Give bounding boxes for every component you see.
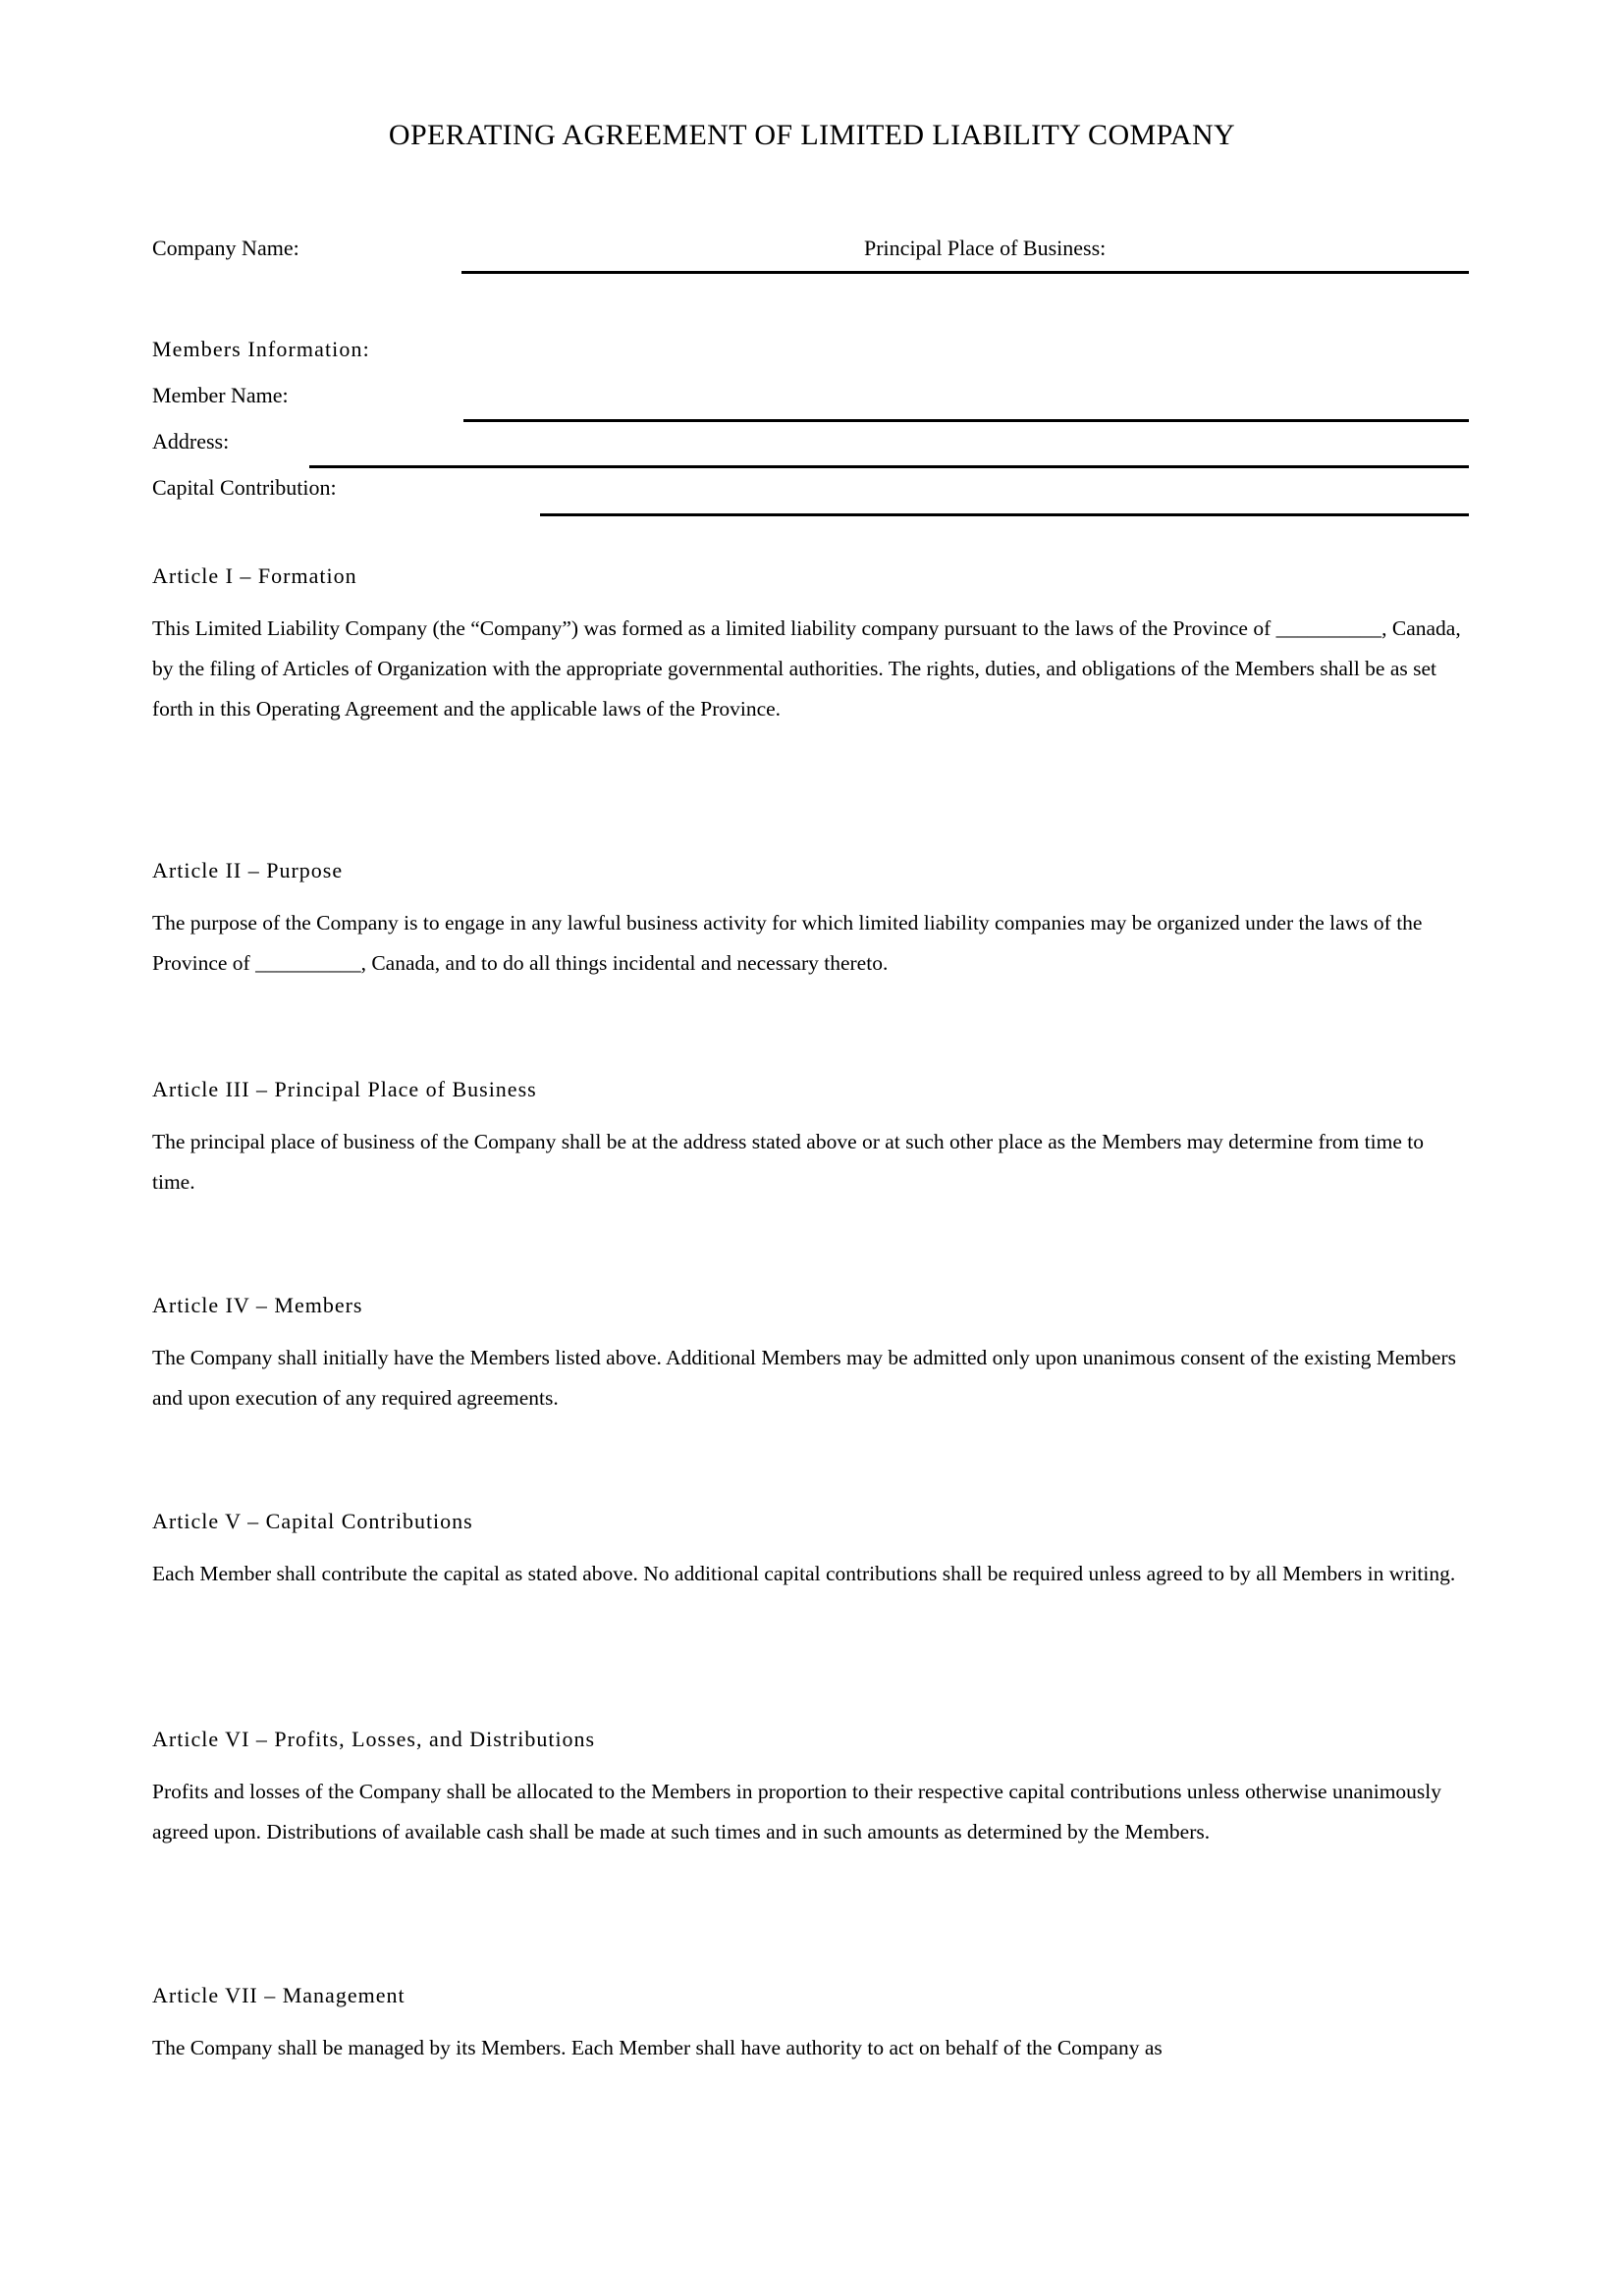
article-section-1 — [152, 561, 1469, 729]
member-name-input-rule[interactable] — [463, 419, 1469, 422]
article-body-1: This Limited Liability Company (the “Company”) was formed as a limited liability company pursuant to the laws of the Province of __________, Canada, by the filing of Articles of Organization with the appropriate governmental authorities. The rights, duties, and obligations of the Members shall be as set forth in this Operating Agreement and the applicable laws of the Province. — [152, 616, 1461, 721]
company-name-label: Company Name: — [152, 236, 299, 260]
article-heading-7: Article VII – Management — [152, 1983, 406, 2007]
article-body-7: The Company shall be managed by its Members. Each Member shall have authority to act on behalf of the Company as — [152, 2036, 1163, 2059]
article-heading-4: Article IV – Members — [152, 1293, 363, 1317]
capital-contribution-input-rule[interactable] — [540, 513, 1469, 516]
article-section-4 — [152, 1291, 1469, 1418]
article-body-4: The Company shall initially have the Members listed above. Additional Members may be admitted only upon unanimous consent of the existing Members and upon execution of any required agreements. — [152, 1346, 1456, 1410]
principal-place-of-business-label: Principal Place of Business: — [864, 236, 1107, 260]
form-fields-block — [152, 234, 1469, 519]
article-section-5 — [152, 1507, 1469, 1594]
company-name-row — [152, 234, 1469, 280]
capital-contribution-row — [152, 473, 1469, 519]
article-body-2: The purpose of the Company is to engage in any lawful business activity for which limited liability companies may be organized under the laws of the Province of __________, Canada, and to do all things incidental and necessary thereto. — [152, 911, 1423, 975]
address-row — [152, 427, 1469, 473]
members-information-row — [152, 335, 1469, 381]
article-heading-3: Article III – Principal Place of Business — [152, 1077, 537, 1101]
article-section-7 — [152, 1981, 1469, 2068]
form-spacer — [152, 280, 1469, 335]
members-information-label: Members Information: — [152, 337, 370, 361]
article-body-6: Profits and losses of the Company shall be allocated to the Members in proportion to their respective capital contributions unless otherwise unanimously agreed upon. Distributions of available cash shall be made at such times and in such amounts as determined by the Members. — [152, 1780, 1442, 1843]
company-name-input-rule[interactable] — [461, 271, 1469, 274]
member-name-row — [152, 381, 1469, 427]
article-body-5: Each Member shall contribute the capital as stated above. No additional capital contributions shall be required unless agreed to by all Members in writing. — [152, 1562, 1456, 1585]
member-name-label: Member Name: — [152, 383, 289, 407]
article-heading-6: Article VI – Profits, Losses, and Distributions — [152, 1727, 596, 1751]
article-section-3 — [152, 1075, 1469, 1202]
address-input-rule[interactable] — [309, 465, 1469, 468]
article-section-2 — [152, 856, 1469, 984]
article-heading-1: Article I – Formation — [152, 563, 357, 588]
capital-contribution-label: Capital Contribution: — [152, 475, 337, 500]
article-section-6 — [152, 1725, 1469, 1852]
article-body-3: The principal place of business of the Company shall be at the address stated above or at such other place as the Members may determine from time to time. — [152, 1130, 1424, 1194]
article-heading-2: Article II – Purpose — [152, 858, 344, 882]
article-heading-5: Article V – Capital Contributions — [152, 1509, 473, 1533]
address-label: Address: — [152, 429, 230, 454]
page-title: OPERATING AGREEMENT OF LIMITED LIABILITY COMPANY — [388, 119, 1236, 151]
